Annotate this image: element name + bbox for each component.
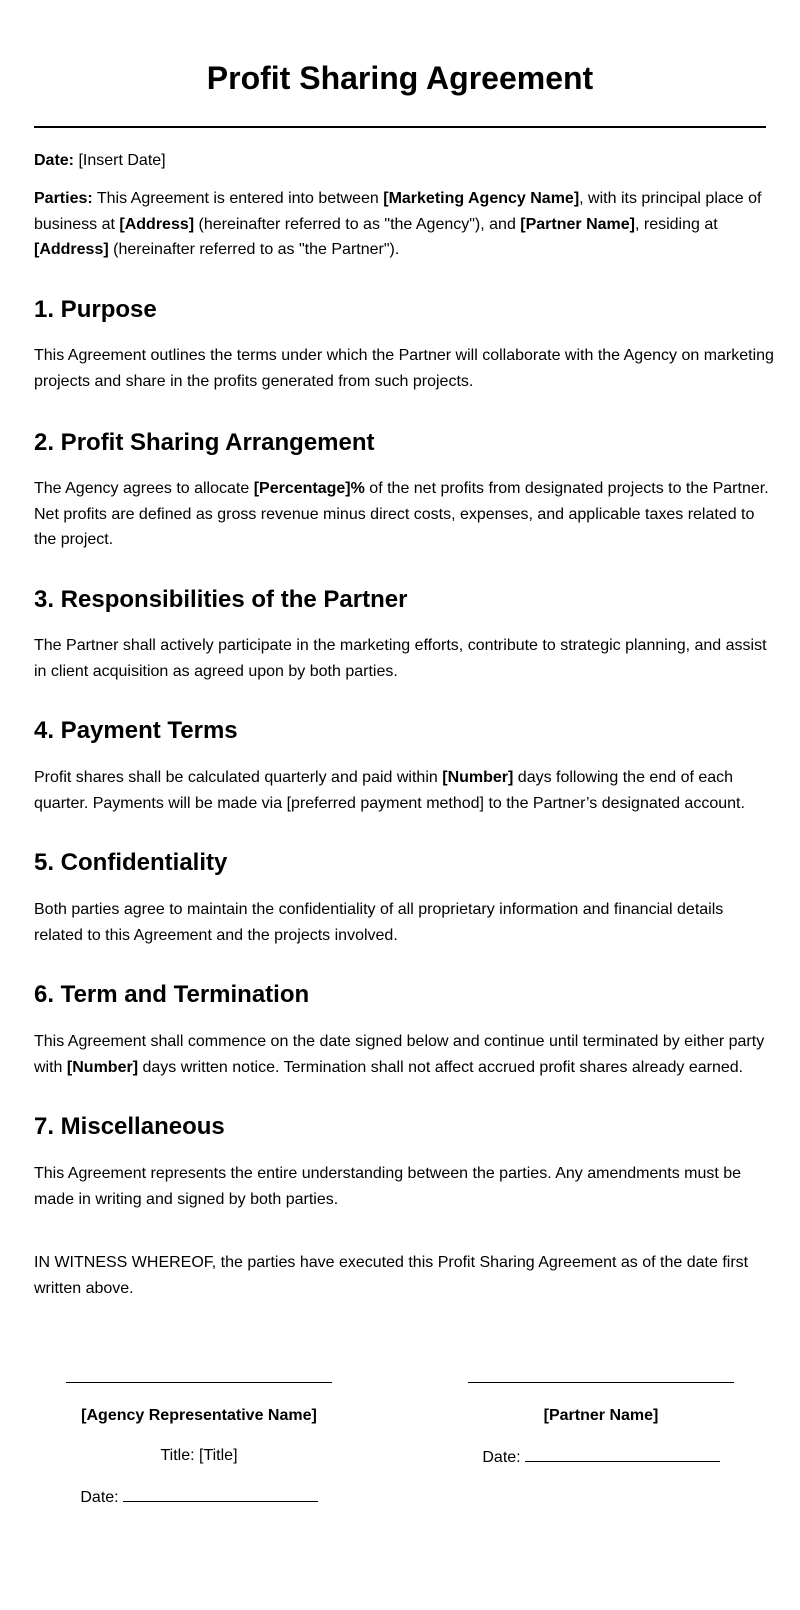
section-4-text [34,765,774,816]
section-1-heading: 1. Purpose [34,296,157,323]
section-4-heading: 4. Payment Terms [34,717,238,744]
agency-representative-name: [Agency Representative Name] [81,1407,317,1424]
section-6-text [34,1029,774,1080]
agency-signature-line [66,1382,332,1383]
section-2-heading: 2. Profit Sharing Arrangement [34,429,375,456]
section-6-text-part: days written notice. Termination shall not affect accrued profit shares already earned. [138,1058,744,1076]
agency-signature-block [64,1382,334,1507]
partner-date-label: Date: [482,1449,521,1466]
partner-address-placeholder: [Address] [34,241,109,258]
percentage-placeholder: [Percentage]% [253,480,365,497]
agency-title: Title: [Title] [160,1447,238,1464]
parties-label: Parties: [34,190,93,207]
parties-text: (hereinafter referred to as "the Agency"), and [194,215,521,233]
notice-days-placeholder: [Number] [66,1058,139,1076]
section-3-heading: 3. Responsibilities of the Partner [34,586,408,613]
parties-text: (hereinafter referred to as "the Partner"). [108,241,400,258]
partner-date-line [466,1447,736,1467]
partner-name: [Partner Name] [543,1407,659,1424]
partner-signature-block [466,1382,736,1467]
section-1-text: This Agreement outlines the terms under which the Partner will collaborate with the Agency on marketing projects and share in the profits generated from such projects. [34,347,774,390]
section-7-heading: 7. Miscellaneous [34,1113,225,1140]
agency-date-line [64,1487,334,1507]
section-2-text-part: The Agency agrees to allocate [34,480,254,497]
agency-address-placeholder: [Address] [119,215,195,233]
date-label: Date: [34,152,75,169]
partner-signature-line [468,1382,734,1383]
parties-text: , with its principal place of business at [34,190,762,233]
section-7-text: This Agreement represents the entire understanding between the parties. Any amendments must be made in writing and signed by both parties. [34,1165,742,1208]
agency-name-placeholder: [Marketing Agency Name] [383,190,580,207]
document-title: Profit Sharing Agreement [206,60,594,96]
section-5-text: Both parties agree to maintain the confidentiality of all proprietary information and financial details related to this Agreement and the projects involved. [34,901,724,944]
section-4-text-part: days following the end of each quarter. Payments will be made via [preferred payment method] to the Partner’s designated account. [34,769,745,812]
payment-days-placeholder: [Number] [442,769,514,786]
date-line [34,148,774,174]
section-3-text: The Partner shall actively participate in the marketing efforts, contribute to strategic planning, and assist in client acquisition as agreed upon by both parties. [34,637,767,680]
parties-paragraph [34,186,774,263]
section-6-text-part: This Agreement shall commence on the date signed below and continue until terminated by either party with [34,1033,765,1076]
section-6-heading: 6. Term and Termination [34,981,310,1008]
section-2-text-part: of the net profits from designated projects to the Partner. Net profits are defined as gross revenue minus direct costs, expenses, and applicable taxes related to the project. [34,480,769,548]
witness-statement: IN WITNESS WHEREOF, the parties have executed this Profit Sharing Agreement as of the date first written above. [34,1254,749,1297]
partner-name-placeholder: [Partner Name] [520,215,635,233]
agency-date-blank [123,1487,318,1502]
section-5-heading: 5. Confidentiality [34,849,228,876]
section-2-text [34,476,774,553]
partner-date-blank [525,1447,720,1462]
date-value: [Insert Date] [74,152,166,169]
parties-text: This Agreement is entered into between [92,190,384,207]
title-divider [34,126,766,128]
agency-date-label: Date: [80,1489,119,1506]
parties-text: , residing at [634,215,718,233]
section-4-text-part: Profit shares shall be calculated quarterly and paid within [34,769,443,786]
